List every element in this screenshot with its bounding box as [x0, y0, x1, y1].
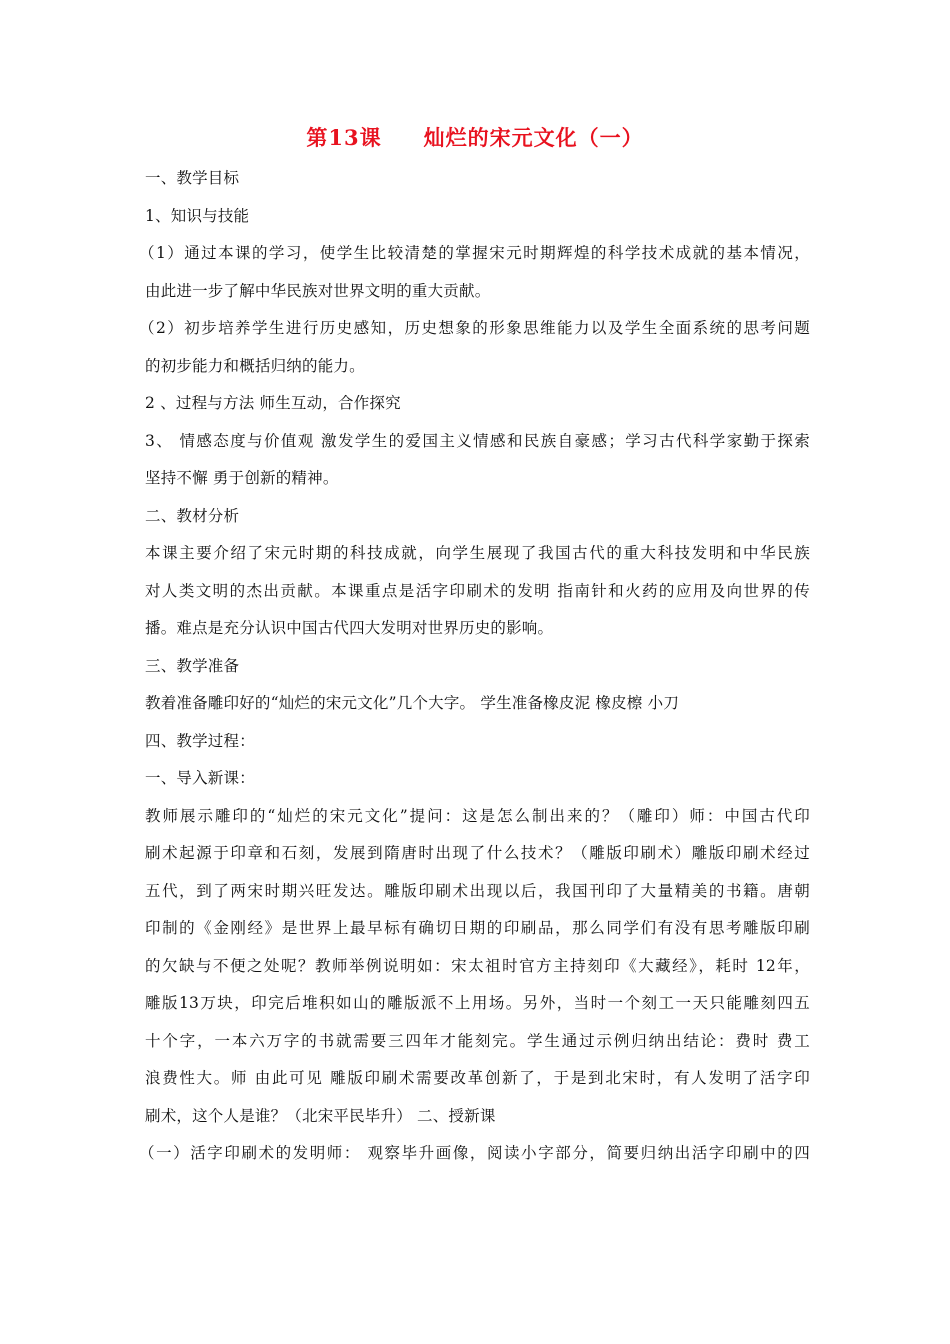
text-line: 雕版13万块，印完后堆积如山的雕版派不上用场。另外，当时一个刻工一天只能雕刻四五 — [145, 994, 810, 1012]
text-line: 由此进一步了解中华民族对世界文明的重大贡献。 — [145, 281, 491, 300]
text-line: 浪费性大。师 由此可见 雕版印刷术需要改革创新了，于是到北宋时，有人发明了活字印 — [145, 1069, 810, 1087]
lesson-number: 第13课 — [306, 125, 382, 150]
page-title — [0, 122, 950, 152]
text-line: 一、教学目标 — [145, 169, 240, 187]
text-line: （1）通过本课的学习，使学生比较清楚的掌握宋元时期辉煌的科学技术成就的基本情况， — [139, 244, 810, 262]
text-line: （一）活字印刷术的发明师： 观察毕升画像，阅读小字部分，简要归纳出活字印刷中的四 — [139, 1144, 810, 1162]
text-line: 的欠缺与不便之处呢？教师举例说明如：宋太祖时官方主持刻印《大藏经》，耗时 12年， — [145, 956, 810, 975]
text-line: 四、教学过程： — [145, 731, 255, 750]
text-line: （2）初步培养学生进行历史感知，历史想象的形象思维能力以及学生全面系统的思考问题 — [139, 319, 810, 337]
text-line: 三、教学准备 — [145, 656, 240, 675]
text-line: 播。难点是充分认识中国古代四大发明对世界历史的影响。 — [145, 619, 554, 637]
text-line: 一、导入新课： — [145, 769, 255, 787]
document-body — [139, 160, 810, 1173]
text-line: 3、 情感态度与价值观 激发学生的爱国主义情感和民族自豪感；学习古代科学家勤于探索 — [145, 431, 810, 450]
text-line: 对人类文明的杰出贡献。本课重点是活字印刷术的发明 指南针和火药的应用及向世界的传 — [145, 581, 810, 600]
lesson-name: 灿烂的宋元文化（一） — [423, 125, 644, 150]
text-line: 五代，到了两宋时期兴旺发达。雕版印刷术出现以后，我国刊印了大量精美的书籍。唐朝 — [145, 881, 810, 900]
text-line: 本课主要介绍了宋元时期的科技成就，向学生展现了我国古代的重大科技发明和中华民族 — [145, 544, 810, 562]
text-line: 刷术，这个人是谁？（北宋平民毕升） 二、授新课 — [145, 1106, 496, 1125]
text-line: 印制的《金刚经》是世界上最早标有确切日期的印刷品，那么同学们有没有思考雕版印刷 — [145, 919, 810, 937]
text-line: 2 、过程与方法 师生互动，合作探究 — [145, 394, 401, 412]
text-line: 二、教材分析 — [145, 506, 240, 525]
text-line: 十个字，一本六万字的书就需要三四年才能刻完。学生通过示例归纳出结论：费时 费工 — [145, 1031, 810, 1050]
text-line: 坚持不懈 勇于创新的精神。 — [145, 469, 339, 487]
text-line: 1、知识与技能 — [145, 206, 250, 225]
text-line: 刷术起源于印章和石刻，发展到隋唐时出现了什么技术？（雕版印刷术）雕版印刷术经过 — [145, 844, 810, 862]
text-line: 教着准备雕印好的“灿烂的宋元文化”几个大字。 学生准备橡皮泥 橡皮檫 小刀 — [145, 694, 680, 712]
text-line: 的初步能力和概括归纳的能力。 — [145, 356, 365, 375]
text-line: 教师展示雕印的“灿烂的宋元文化”提问：这是怎么制出来的？（雕印）师：中国古代印 — [145, 806, 810, 825]
